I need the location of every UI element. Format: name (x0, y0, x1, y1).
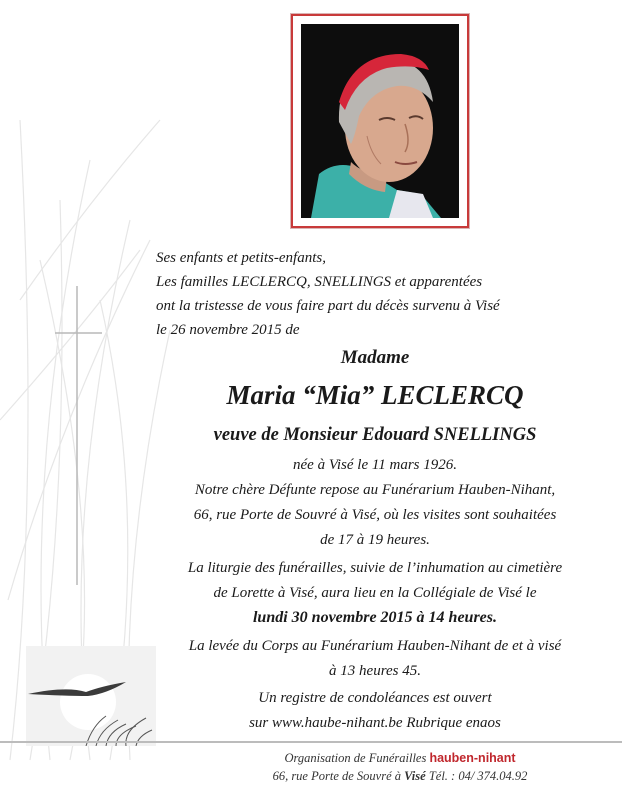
footer-organisation (200, 751, 600, 766)
honorific: Madame (340, 347, 410, 368)
liturgy-line-2: de Lorette à Visé, aura lieu en la Collégiale de Visé le (213, 585, 537, 601)
intro-line-4: le 26 novembre 2015 de (156, 322, 300, 338)
levee-line-1: La levée du Corps au Funérarium Hauben-Nihant de et à visé (188, 638, 562, 654)
intro-line-3: ont la tristesse de vous faire part du décès survenu à Visé (156, 298, 500, 314)
register-line-2: sur www.haube-nihant.be Rubrique enaos (249, 715, 501, 731)
widow-of: veuve de Monsieur Edouard SNELLINGS (213, 425, 537, 445)
repose-line-3: de 17 à 19 heures. (320, 532, 430, 548)
portrait-frame (291, 14, 469, 228)
repose-line-1: Notre chère Défunte repose au Funérarium Hauben-Nihant, (194, 482, 556, 498)
portrait-photo (301, 24, 459, 218)
register-line-1: Un registre de condoléances est ouvert (258, 690, 492, 706)
levee-line-2: à 13 heures 45. (329, 663, 421, 679)
footer-divider (0, 741, 622, 743)
footer-phone: Tél. : 04/ 374.04.92 (428, 769, 528, 783)
deceased-name: Maria “Mia” LECLERCQ (226, 380, 524, 410)
birth-line: née à Visé le 11 mars 1926. (293, 457, 457, 473)
footer-address-prefix: 66, rue Porte de Souvré à (272, 769, 402, 783)
intro-line-1: Ses enfants et petits-enfants, (156, 250, 326, 266)
footer-address-city: Visé (404, 769, 426, 783)
bird-landscape-image (26, 646, 156, 746)
brand-logo: hauben-nihant (429, 751, 516, 765)
footer-org-prefix: Organisation de Funérailles (284, 751, 427, 765)
funeral-date: lundi 30 novembre 2015 à 14 heures. (252, 609, 497, 626)
repose-line-2: 66, rue Porte de Souvré à Visé, où les visites sont souhaitées (193, 507, 557, 523)
intro-line-2: Les familles LECLERCQ, SNELLINGS et apparentées (156, 274, 483, 290)
liturgy-line-1: La liturgie des funérailles, suivie de l’inhumation au cimetière (187, 560, 563, 576)
footer-address (200, 769, 600, 784)
